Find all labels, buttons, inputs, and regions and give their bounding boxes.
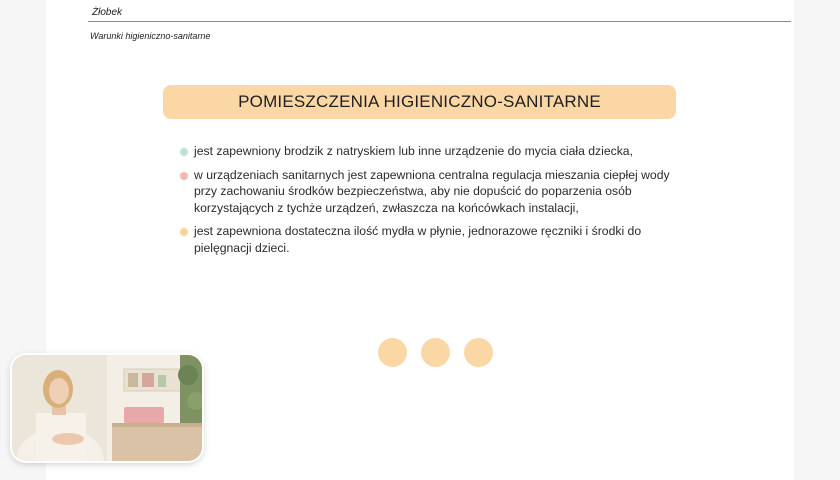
bullet-dot-icon <box>180 148 188 156</box>
bullet-dot-icon <box>180 172 188 180</box>
section-title: Warunki higieniczno-sanitarne <box>90 31 211 41</box>
list-item-text: jest zapewniona dostateczna ilość mydła w płynie, jednorazowe ręczniki i środki do pielęgnacji dzieci. <box>194 224 642 255</box>
presenter-video-frame <box>12 355 202 461</box>
list-item <box>180 143 680 160</box>
list-item <box>180 167 680 217</box>
list-item <box>180 223 680 256</box>
slide-heading-banner <box>163 85 676 119</box>
course-title: Żłobek <box>92 7 123 18</box>
list-item-text: w urządzeniach sanitarnych jest zapewniona centralna regulacja mieszania ciepłej wody przy zachowaniu środków bezpieczeństwa, aby nie dopuścić do poparzenia osób korzystających z tychże urządzeń, zwłaszcza na końcówkach instalacji, <box>194 167 670 215</box>
list-item-text: jest zapewniony brodzik z natryskiem lub inne urządzenie do mycia ciała dziecka, <box>194 144 633 158</box>
header-divider <box>88 21 791 22</box>
decorative-dots <box>378 338 493 367</box>
decorative-dot <box>421 338 450 367</box>
decorative-dot <box>464 338 493 367</box>
slide-heading: POMIESZCZENIA HIGIENICZNO-SANITARNE <box>238 92 601 111</box>
bullet-list <box>180 143 680 263</box>
decorative-dot <box>378 338 407 367</box>
presenter-video[interactable] <box>12 355 202 461</box>
bullet-dot-icon <box>180 228 188 236</box>
